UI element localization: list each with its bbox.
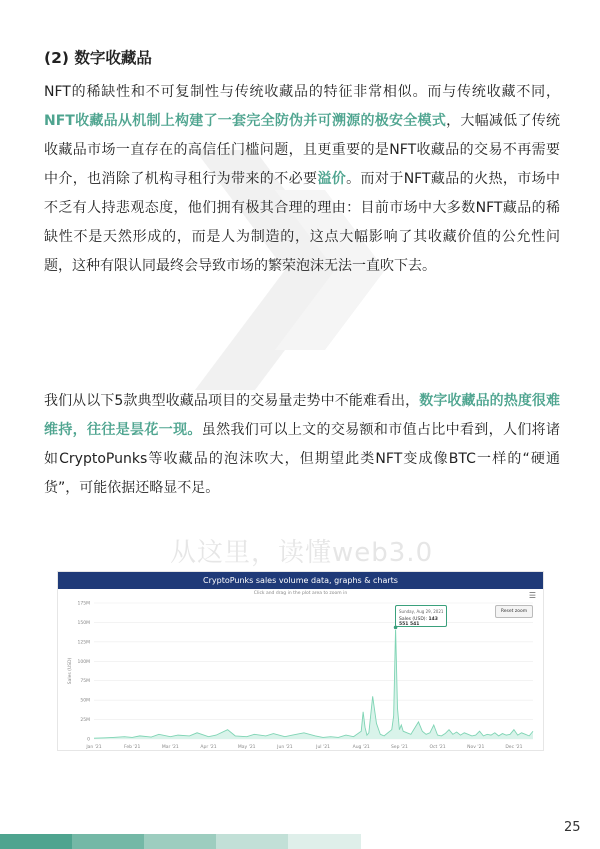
- para1-text-1: NFT的稀缺性和不可复制性与传统收藏品的特征非常相似。而与传统收藏不同，: [44, 84, 560, 100]
- footer-color-band: [0, 834, 360, 849]
- footer-band-segment: [216, 834, 289, 849]
- para2-text-1: 我们从以下5款典型收藏品项目的交易量走势中不能难看出，: [44, 393, 420, 409]
- footer-band-segment: [288, 834, 361, 849]
- watermark-text: 从这里，读懂web3.0: [170, 538, 434, 568]
- paragraph-1: [44, 78, 560, 281]
- para2-text-2: 虽然我们可以上文的交易额和市值占比中看到，人们将诸如CryptoPunks等收藏品的泡沫吹大，但期望此类NFT变成像BTC一样的“硬通货”，可能依据还略显不足。: [44, 422, 561, 496]
- x-tick-label: May '21: [237, 745, 256, 750]
- y-tick-label: 25M: [80, 718, 90, 724]
- hamburger-menu-icon[interactable]: ☰: [528, 591, 536, 600]
- tooltip-value-row: Sales (USD): 143 551 541: [399, 617, 438, 627]
- chart-subtitle: Click and drag in the plot area to zoom in: [253, 591, 348, 596]
- para2-highlight-1: 数字收藏品的热度很难维持，往往是昙花一现。: [44, 393, 561, 438]
- page-number: 25: [564, 820, 581, 835]
- footer-band-segment: [72, 834, 145, 849]
- x-tick-label: Jan '21: [86, 745, 102, 750]
- footer-band-segment: [0, 834, 73, 849]
- tooltip-series: Sales (USD): [399, 617, 426, 622]
- tooltip-date: Sunday, Aug 29, 2021: [399, 609, 444, 614]
- chart-title: CryptoPunks sales volume data, graphs & charts: [58, 572, 543, 589]
- y-tick-label: 50M: [80, 698, 90, 704]
- y-tick-label: 175M: [77, 601, 90, 607]
- y-tick-label: 125M: [77, 640, 90, 646]
- sales-volume-chart: [57, 571, 544, 751]
- reset-zoom-button[interactable]: Reset zoom: [495, 605, 533, 618]
- y-tick-label: 0: [87, 737, 90, 743]
- para1-highlight-2: 溢价: [317, 171, 347, 187]
- y-tick-label: 100M: [77, 659, 90, 665]
- chart-plot-area[interactable]: [58, 589, 543, 750]
- x-tick-label: Oct '21: [429, 745, 446, 750]
- footer-band-segment: [144, 834, 217, 849]
- y-axis-label: Sales (USD): [68, 657, 73, 685]
- sales-area-fill: [94, 627, 533, 739]
- para1-text-2: ，大幅减低了传统收藏品市场一直存在的高信任门槛问题，且更重要的是NFT收藏品的交易不再需要中介，也消除了机构寻租行为带来的不必要: [44, 113, 560, 187]
- y-tick-label: 75M: [80, 679, 90, 685]
- x-tick-label: Feb '21: [123, 745, 141, 750]
- x-tick-label: Aug '21: [352, 745, 370, 750]
- paragraph-2: [44, 387, 560, 503]
- para1-text-3: 。而对于NFT藏品的火热，市场中不乏有人持悲观态度，他们拥有极其合理的理由：目前市场中大多数NFT藏品的稀缺性不是天然形成的，而是人为制造的，这点大幅影响了其收藏价值的公允性问题，这种有限认同最终会导致市场的繁荣泡沫无法一直吹下去。: [44, 171, 561, 274]
- x-tick-label: Sep '21: [390, 745, 408, 750]
- x-tick-label: Jul '21: [316, 745, 330, 750]
- chart-tooltip: [395, 605, 447, 627]
- para1-highlight-1: NFT收藏品从机制上构建了一套完全防伪并可溯源的极安全模式: [44, 113, 447, 129]
- y-tick-label: 150M: [77, 620, 90, 626]
- section-heading: (2) 数字收藏品: [44, 49, 152, 67]
- x-tick-label: Jun '21: [277, 745, 293, 750]
- x-tick-label: Dec '21: [505, 745, 523, 750]
- x-tick-label: Apr '21: [200, 745, 217, 750]
- x-tick-label: Mar '21: [161, 745, 179, 750]
- tooltip-value: 143 551 541: [399, 617, 438, 627]
- x-tick-label: Nov '21: [467, 745, 485, 750]
- sales-series-line: [94, 627, 533, 738]
